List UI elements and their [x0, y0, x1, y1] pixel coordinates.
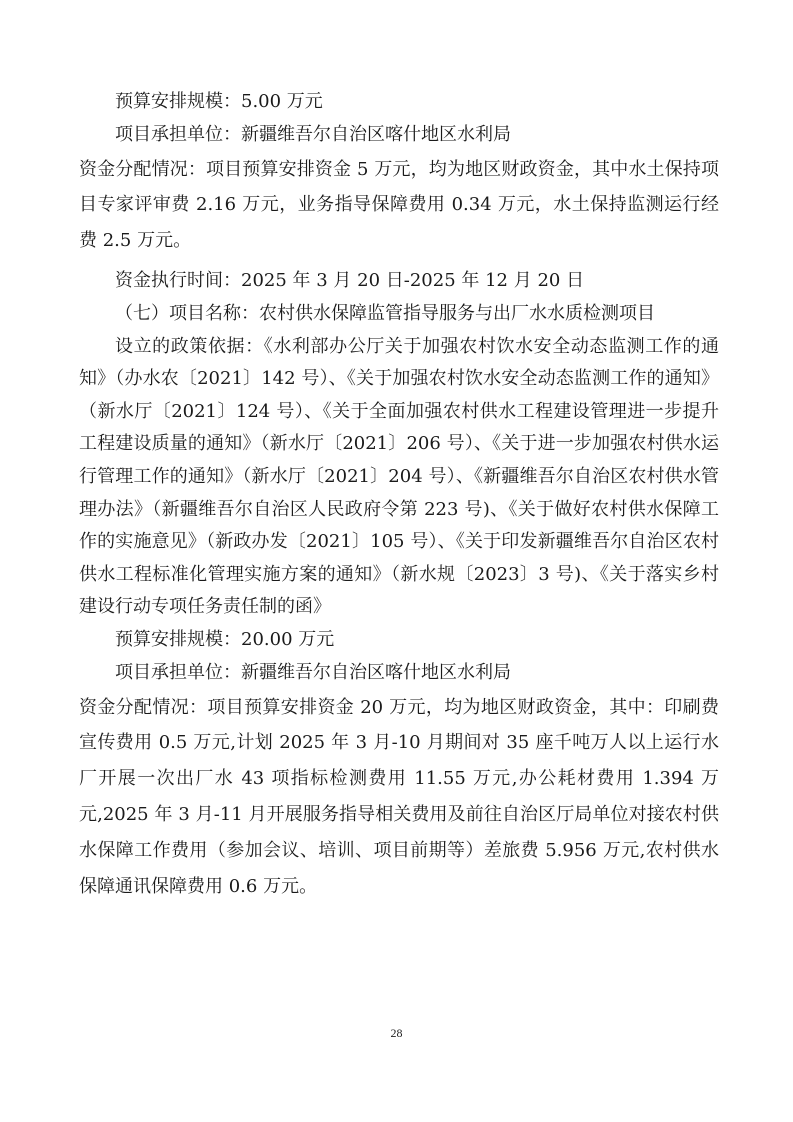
responsible-unit-1: 项目承担单位：新疆维吾尔自治区喀什地区水利局: [115, 123, 511, 145]
fund-execution-time: 资金执行时间：2025 年 3 月 20 日-2025 年 12 月 20 日: [115, 269, 585, 291]
policy-basis: 设立的政策依据：《水利部办公厅关于加强农村饮水安全动态监测工作的通知》（办水农〔2021〕142 号）、《关于加强农村饮水安全动态监测工作的通知》（新水厅〔2021〕124 号）、《关于全面加强农村供水工程建设管理进一步提升工程建设质量的通知》（新水厅〔2021〕206 号）、《关于进一步加强农村供水运行管理工作的通知》（新水厅〔2021〕204 号）、《新疆维吾尔自治区农村供水管理办法》（新疆维吾尔自治区人民政府令第 223 号)、《关于做好农村供水保障工作的实施意见》（新政办发〔2021〕105 号）、《关于印发新疆维吾尔自治区农村供水工程标准化管理实施方案的通知》（新水规〔2023〕3 号)、《关于落实乡村建设行动专项任务责任制的函》: [79, 335, 719, 618]
document-body: [79, 86, 719, 904]
fund-allocation-2: 资金分配情况：项目预算安排资金 20 万元，均为地区财政资金，其中：印刷费宣传费用 0.5 万元,计划 2025 年 3 月-10 月期间对 35 座千吨万人以上运行水厂开展一次出厂水 43 项指标检测费用 11.55 万元,办公耗材费用 1.394 万元,2025 年 3 月-11 月开展服务指导相关费用及前往自治区厅局单位对接农村供水保障工作费用（参加会议、培训、项目前期等）差旅费 5.956 万元,农村供水保障通讯保障费用 0.6 万元。: [79, 696, 719, 897]
responsible-unit-2: 项目承担单位：新疆维吾尔自治区喀什地区水利局: [115, 661, 511, 683]
project-heading-7: （七）项目名称：农村供水保障监管指导服务与出厂水水质检测项目: [115, 302, 655, 324]
budget-scale-2: 预算安排规模：20.00 万元: [115, 628, 335, 650]
fund-allocation-1: 资金分配情况：项目预算安排资金 5 万元，均为地区财政资金，其中水土保持项目专家评审费 2.16 万元，业务指导保障费用 0.34 万元，水土保持监测运行经费 2.5 万元。: [79, 158, 719, 252]
page-number: 28: [390, 1026, 403, 1040]
budget-scale-1: 预算安排规模：5.00 万元: [115, 91, 323, 112]
